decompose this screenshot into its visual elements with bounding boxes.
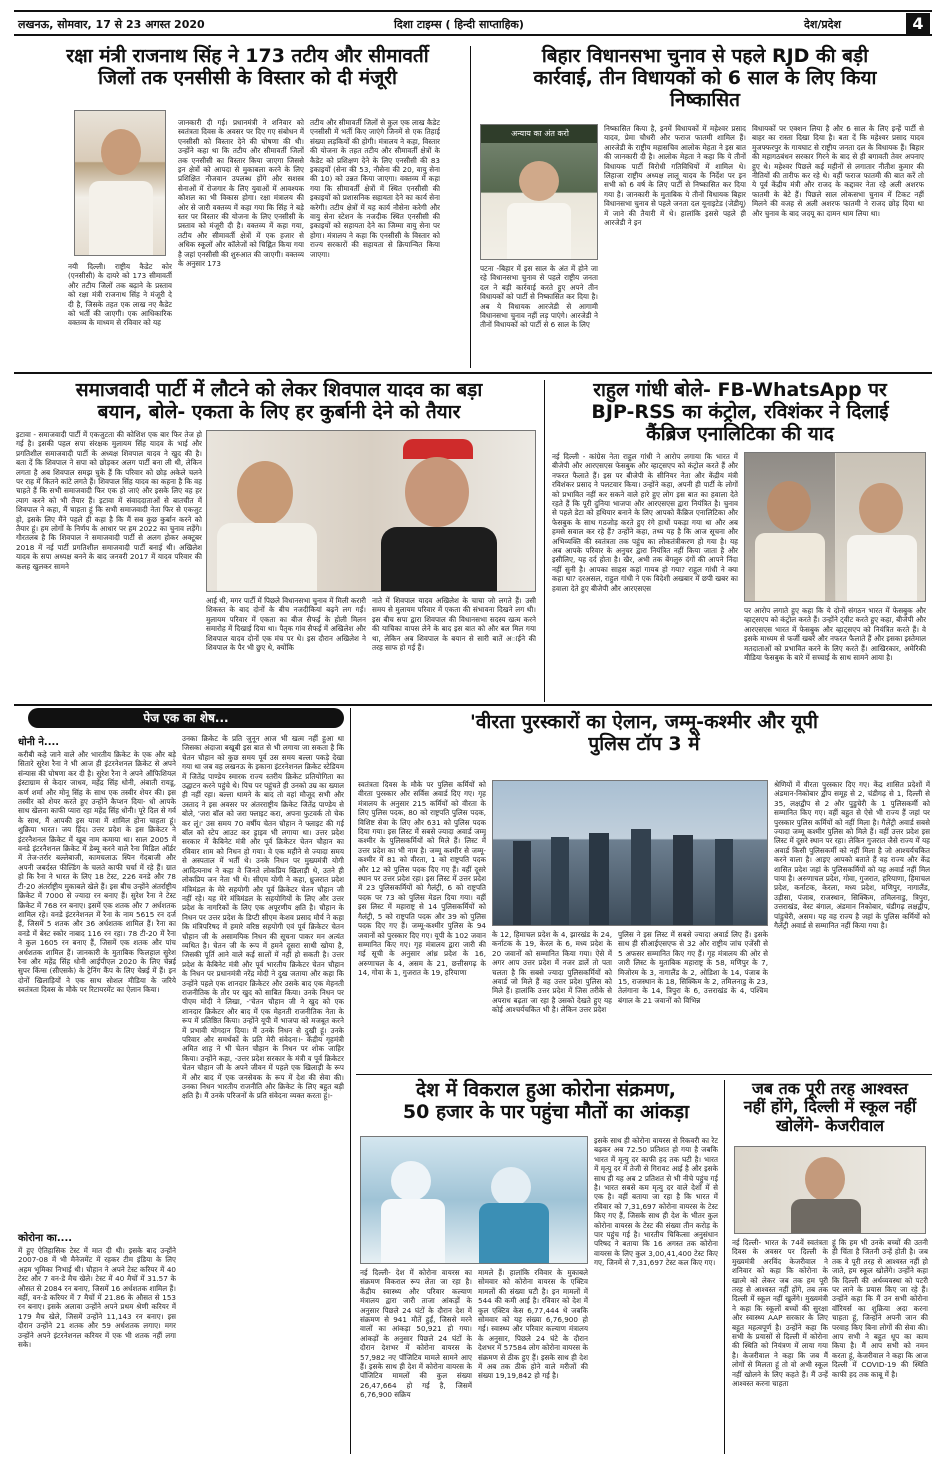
story4-headline-line2: BJP-RSS का कंट्रोल, रविशंकर ने दिलाई bbox=[591, 400, 889, 423]
story4-headline-line1: राहुल गांधी बोले- FB-WhatsApp पर bbox=[593, 379, 887, 401]
column-divider bbox=[544, 380, 545, 702]
story8-headline-line1: जब तक पूरी तरह आश्वस्त bbox=[751, 1079, 909, 1098]
story1-column-2: तटीय और सीमावर्ती जिलों से कुल एक लाख कैडेट एनसीसी में भर्ती किए जाएंगे जिनमें से एक तिहाई संख्या लड़कियों की होगी। मंत्रालय ने कहा, विस्तार की योजना के तहत तटीय और सीमावर्ती क्षेत्रों के कैडेट को प्रशिक्षण देने के लिए एनसीसी की 83 इकाइयों (सेना की 53, नौसेना की 20, वायु सेना की 10) को उन्नत किया जाएगा। वक्तव्य में कहा गया कि सीमावर्ती क्षेत्रों में स्थित एनसीसी की इकाइयों को प्रशासनिक सहायता देने का कार्य सेना करेगी। तटीय क्षेत्रों में यह कार्य नौसेना करेगी और वायु सेना स्टेशन के नजदीक स्थित एनसीसी की इकाइयों को सहायता देने का जिम्मा वायु सेना पर होगा। मंत्रालय ने कहा कि एनसीसी के विस्तार को राज्य सरकारों की सहायता से क्रियान्वित किया जाएगा। bbox=[310, 118, 440, 259]
story8-headline-line3: खोलेंगे- केजरीवाल bbox=[775, 1115, 885, 1135]
story2-caption: पटना -बिहार में इस साल के अंत में होने जा रहे विधानसभा चुनाव से पहले राष्ट्रीय जनता दल ने बड़ी कार्रवाई करते हुए अपने तीन विधायकों को पार्टी से निष्कासित कर दिया है। अब ये विधायक आरजेडी से आगामी विधानसभा चुनाव नहीं लड़ पाएंगे। आरजेडी ने तीनों विधायकों को पार्टी से 6 साल के लिए bbox=[480, 264, 598, 330]
story7-headline-line1: देश में विकराल हुआ कोरोना संक्रमण, bbox=[415, 1079, 677, 1101]
section-dhoni-text: करीबी कहे जाने वाले और भारतीय क्रिकेट के एक और बड़े सितारे सुरेश रैना ने भी आज ही इंटरनेशनल क्रिकेट से अपने संन्यास की घोषणा कर दी है। सुरेश रैना ने अपने ऑफिशियल इंस्टाग्राम से केदार जाधव, महेंद्र सिंह धोनी, अंबाती रायडू, कर्ण शर्मा और मोनू सिंह के साथ एक तस्वीर शेयर की। इस तस्वीर को शेयर करते हुए उन्होंने कैप्शन दिया- धो आपके साथ खेलना काफी प्यारा रहा महेंद्र सिंह धोनी। पूरे दिल से गर्व के साथ, मैं आपकी इस यात्रा में शामिल होना चाहता हूं। शुक्रिया भारत। जय हिंद। उत्तर प्रदेश के इस क्रिकेटर ने इंटरनैशनल क्रिकेट में खूब नाम कमाया था। साल 2005 में वनडे इंटरनैशनल क्रिकेट में डेब्यू करने वाले रैना मिडिल ऑर्डर में तेज-तर्रार बल्लेबाजी, कामचलाऊ स्पिन गेंदबाजी और अपनी जबर्दस्त फील्डिंग के चलते काफी चर्चा में रहे हैं। ग्रात हो कि रैना ने भारत के लिए 18 टेस्ट, 226 वनडे और 78 टी-20 अंतर्राष्ट्रीय मुकाबले खेले हैं। इस बीच उन्होंने अंतर्राष्ट्रीय क्रिकेट में 7000 से ज्यादा रन बनाए हैं। सुरेश रैना ने टेस्ट क्रिकेट में 768 रन बनाए। इसमें एक शतक और 7 अर्धशतक शामिल रहे। वनडे इंटरनेशनल में रैना के नाम 5615 रन दर्ज हैं, जिसमें 5 शतक और 36 अर्धशतक शामिल हैं। रैना का वनडे में बेस्ट स्कोर नाबाद 116 रन रहा। 78 टी-20 में रैना ने कुल 1605 रन बनाए हैं, जिसमें एक शतक और पांच अर्धशतक शामिल हैं। जानकारी के मुताबिक फिलहाल सुरेश रैना और महेंद्र सिंह धोनी आईपीएल 2020 के लिए चेन्नई सुपर किंग्स (सीएसके) के ट्रेनिंग कैंप के लिए चेन्नई में हैं। इन दोनों खिलाड़ियों ने एक साथ सोशल मीडिया के जरिये स्वतंत्रता दिवस के मौके पर रिटायरमेंट का ऐलान किया। bbox=[18, 750, 176, 995]
story3-headline-line1: समाजवादी पार्टी में लौटने को लेकर शिवपाल यादव का बड़ा bbox=[75, 379, 483, 401]
story2-column-1: निष्कासित किया है, इनमें विधायकों में महेश्वर प्रसाद यादव, प्रेमा चौधरी और फराज फातमी शामिल हैं। आरजेडी के राष्ट्रीय महासचिव आलोक मेहता ने इस बात की जानकारी दी है। आलोक मेहता ने कहा कि ये तीनों विधायक पार्टी विरोधी गतिविधियों में शामिल थे। लिहाजा राष्ट्रीय अध्यक्ष लालू यादव के निर्देश पर इन सभी को 6 वर्ष के लिए पार्टी से निष्कासित कर दिया गया है। जानकारी के मुताबिक ये तीनों विधायक बिहार विधानसभा चुनाव से पहले जनता दल यूनाइटेड (जेडीयू) में जाने की तैयारी में थे। हालांकि इससे पहले ही आरजेडी ने इन bbox=[604, 124, 746, 228]
story2-headline bbox=[480, 46, 930, 112]
story1-column-1: जानकारी दी गई। प्रधानमंत्री ने शनिवार को स्वतंत्रता दिवस के अवसर पर दिए गए संबोधन में एनसीसी को विस्तार देने की घोषणा की थी। उन्होंने कहा था कि तटीय और सीमावर्ती जिलों तक एनसीसी का विस्तार किया जाएगा जिससे इन क्षेत्रों को आपदा से मुकाबला करने के लिए प्रशिक्षित नौजवान उपलब्ध होंगे और सशस्त्र सेनाओं में रोजगार के लिए युवाओं में आवश्यक कौशल का भी विकास होगा। रक्षा मंत्रालय की ओर से जारी वक्तव्य में कहा गया कि सिंह ने बड़े स्तर पर विस्तार की योजना के लिए एनसीसी के प्रस्ताव को मंजूरी दी है। वक्तव्य में कहा गया, तटीय और सीमावर्ती क्षेत्रों में एक हजार से अधिक स्कूलों और कॉलेजों को चिह्नित किया गया है जहां एनसीसी की शुरुआत की जाएगी। वक्तव्य के अनुसार 173 bbox=[178, 118, 304, 269]
story1-headline-line1: रक्षा मंत्री राजनाथ सिंह ने 173 तटीय और सीमावर्ती bbox=[66, 45, 429, 67]
story8-headline-line2: नहीं होंगे, दिल्ली में स्कूल नहीं bbox=[743, 1097, 917, 1117]
story7-column-1: नई दिल्ली- देश में कोरोना वायरस का संक्रमण विकराल रूप लेता जा रहा है। केंद्रीय स्वास्थ्य और परिवार कल्याण मंत्रालय द्वारा जारी ताजा आंकड़ों के अनुसार पिछले 24 घंटों के दौरान देश में संक्रमण से 941 मौतें हुईं, जिससे मरने वालों का आंकड़ा 50,921 हो गया। आंकड़ों के अनुसार पिछले 24 घंटों के दौरान देशभर में कोरोना वायरस के 57,982 नए पॉजिटिव मामले सामने आए हैं। इसके साथ ही देश में कोरोना वायरस के पॉजिटिव मामलों की कुल संख्या 26,47,664 हो गई है, जिसमें 6,76,900 सक्रिय bbox=[360, 1268, 472, 1400]
rjd-press-photo bbox=[480, 124, 598, 260]
story1-headline bbox=[20, 46, 475, 90]
story3-column-3: नाते में शिवपाल यादव अखिलेश के चाचा जो लगते हैं। उसी समय से मुलायम परिवार में एकता की संभावना दिखने लग थी। इस बीच सपा द्वारा शिवपाल की विधानसभा सदस्य खत्म करने की याचिका वापस लेने के बाद इस बात को और बल मिल गया था, लेकिन अब शिवपाल के बयान से सारी बातें अाईने की तरह साफ हो गई हैं। bbox=[372, 596, 536, 653]
ravishankar-rahul-photo bbox=[744, 452, 926, 602]
story4-column-2: पर आरोप लगाते हुए कहा कि ये दोनों संगठन भारत में फेसबुक और व्हाट्सएप को कंट्रोल करते हैं। उन्होंने ट्वीट करते हुए कहा, बीजेपी और आरएसएस भारत में फेसबुक और व्हाट्सएप को नियंत्रित करते हैं। वे इसके माध्यम से फर्जी खबरें और नफरत फैलाते हैं और इसका इस्तेमाल मतदाताओं को प्रभावित करने के लिए करते हैं। आखिरकार, अमेरिकी मीडिया फेसबुक के बारे में सच्चाई के साथ सामने आया है। bbox=[744, 606, 926, 663]
story6-column-2: के 12, हिमाचल प्रदेश के 4, झारखंड के 24, कर्नाटक के 19, केरल के 6, मध्य प्रदेश के 20 जवानों को सम्मानित किया गया। ऐसे में अगर आप उत्तर प्रदेश में नजर डालें तो पता चलता है कि सबसे ज्यादा पुलिसकर्मियों को अवार्ड जो मिले हैं वह उत्तर प्रदेश पुलिस को मिले हैं। हालांकि उत्तर प्रदेश में जिस तरीके से अपराध बढ़ता जा रहा है उसको देखते हुए यह कोई आश्चर्यचकित भी है। लेकिन उत्तर प्रदेश bbox=[492, 930, 612, 1015]
story7-headline-line2: 50 हजार के पार पहुंचा मौतों का आंकड़ा bbox=[402, 1100, 690, 1123]
story2-column-2: विधायकों पर एक्शन लिया है और 6 साल के लिए इन्हें पार्टी से बाहर का रास्ता दिखा दिया है। बता दें कि महेश्वर प्रसाद यादव मुजफ्फरपुर के गायघाट से राष्ट्रीय जनता दल के विधायक हैं। बिहार की महागठबंधन सरकार गिरने के बाद से ही बगावती तेवर अपनाए हुए थे। महेश्वर पिछले कई महीनों से लगातार नीतीश कुमार की नीतियों की तारीफ कर रहे थे। वहीं फराज फातमी की बात करें तो ये पूर्व केंद्रीय मंत्री और राजद के कद्दावर नेता रहे अली अशरफ फातमी के बेटे हैं। पिछले साल लोकसभा चुनाव में टिकट नहीं मिलने की वजह से अली अशरफ फातमी ने राजद छोड़ दिया था और चुनाव के बाद जदयू का दामन थाम लिया था। bbox=[752, 124, 924, 218]
section-rule bbox=[14, 372, 932, 374]
story6-headline-line2: पुलिस टॉप 3 में bbox=[588, 732, 700, 755]
continuation-column-2: उनका क्रिकेट के प्रति जुनून आज भी खत्म नहीं हुआ था जिसका अंदाजा बखूबी इस बात से भी लगाया जा सकता है कि चेतन चौहान को कुछ समय पूर्व उस समय बल्ला पकड़े देखा गया था जब वह लखनऊ के इकाना इंटरनेशनल क्रिकेट स्टेडियम में जितेंद्र पाण्डेय स्मारक राज्य स्तरीय क्रिकेट प्रतियोगिता का उद्घाटन करने पहुंचे थे। पिच पर पहुंचते ही उनको उम्र का ख्याल ही नहीं रहा। बल्ला थामने के बाद तो वहां मौजूद सभी और उस्ताद ने इस अवसर पर अंतरराष्ट्रीय क्रिकेट जितेंद्र पाण्डेय से बोले, 'जरा बॉल को जरा फ्लाइट करा, अपना फुटवर्क तो चेक कर लूं।' उस समय 70 वर्षीय चेतन चौहान ने फ्लाइट की गई बॉल को स्टेप आउट कर ड्राइव भी लगाया था। उत्तर प्रदेश सरकार में कैबिनेट मंत्री और पूर्व क्रिकेटर चेतन चौहान का रविवार शाम को निधन हो गया। वे एक महीने से ज्यादा समय से अस्पताल में भर्ती थे। उनके निधन पर मुख्यमंत्री योगी आदित्यनाथ ने कहा वे जिनते लोकप्रिय खिलाड़ी थे, उतने ही लोकप्रिय जन नेता भी थे। सीएम योगी ने कहा, ध्रुजरात प्रदेश मंत्रिमंडल के मेरे सहयोगी और पूर्व क्रिकेटर चेतन चौहान जी नहीं रहे। यह मेरे मंत्रिमंडल के सहयोगियों के लिए और उत्तर प्रदेश के नागरिकों के लिए एक अपूरणीय क्षति है। चौहान के निधन पर उत्तर प्रदेश के डिप्टी सीएम केशव प्रसाद मौर्य ने कहा कि मंत्रिपरिषद में हमारे वरिष्ठ सहयोगी एवं पूर्व क्रिकेटर चेतन चौहान जी के असामयिक निधन की सूचना पाकर मन अत्यंत व्यथित है। चेतन जी के रूप में हमने दूसरा साथी खोया है, जिसकी पूर्ति आने वाले कई सालों में नहीं हो सकती है। उत्तर प्रदेश के कैबिनेट मंत्री और पूर्व भारतीय क्रिकेटर चेतन चौहान के निधन पर प्रधानमंत्री नरेंद्र मोदी ने दुख जताया और कहा कि उन्होंने पहले एक शानदार क्रिकेटर और उसके बाद एक मेहनती राजनीतिक के तौर पर खुद को साबित किया। उनके निधन पर पीएम मोदी ने लिखा, -'चेतन चौहान जी ने खुद को एक शानदार क्रिकेटर और बाद में एक मेहनती राजनीतिक नेता के रूप में प्रतिष्ठित किया। उन्होंने यूपी में भाजपा को मजबूत करने में प्रभावी योगदान दिया। मैं उनके निधन से दुखी हूं। उनके परिवार और समर्थकों के प्रति मेरी संवेदना।- केंद्रीय गृहमंत्री अमित शाह ने भी चेतन चौहान के निधन पर शोक जाहिर किया। उन्होंने कहा, -उत्तर प्रदेश सरकार के मंत्री व पूर्व क्रिकेटर चेतन चौहान जी के अपने जीवन में पहले एक खिलाड़ी के रूप में और बाद में एक जनसेवक के रूप में देश की सेवा की। उनका निधन भारतीय राजनीति और क्रिकेट के लिए बहुत बड़ी क्षति है। मैं उनके परिजनों के प्रति संवेदना व्यक्त करता हूं।- bbox=[182, 734, 344, 1101]
police-parade-photo bbox=[492, 780, 768, 926]
story3-column-1: इटावा - समाजवादी पार्टी में एकजुटता की कोशिश एक बार फिर तेज हो गई है। इसकी पहल सपा संरक्षक मुलायम सिंह यादव के भाई और प्रगतिशील समाजवादी पार्टी के अध्यक्ष शिवपाल यादव ने खुद की है। बता दें कि शिवपाल ने सपा को छोड़कर अलग पार्टी बना ली थी, लेकिन लगता है अब शिवपाल समझ चुके हैं कि परिवार को छोड़ अकेले चलने पर राह में कितने कांटे लगते हैं। शिवपाल सिंह यादव का कहना है कि वह चाहते हैं कि सभी समाजवादी फिर एक हो जाएं और इसके लिए वह हर त्याग करने को भी तैयार हैं। इटावा में संवाददाताओं से बातचीत में शिवपाल ने कहा, मैं चाहता हूं कि सभी समाजवादी नेता फिर से एकजुट हो, इसके लिए मैंने पहले ही कहा है कि मैं सब कुछ कुर्बान करने को तैयार हूं। हम लोगों के निर्णय के आधार पर हम 2022 का चुनाव लड़ेंगे। गौरतलब है कि शिवपाल ने समाजवादी पार्टी से अलग होकर अक्टूबर 2018 में नई पार्टी प्रगतिशील समाजवादी पार्टी बनाई थी। अखिलेश यादव के सपा अध्यक्ष बनने के बाद जनवरी 2017 में यादव परिवार की कलह खुलकर सामने bbox=[16, 430, 202, 571]
covid-testing-photo bbox=[360, 1136, 588, 1264]
section-dhoni-title: धोनी ने.... bbox=[18, 737, 60, 748]
story2-headline-line1: बिहार विधानसभा चुनाव से पहले RJD की बड़ी bbox=[541, 45, 869, 67]
section-rule bbox=[14, 704, 932, 706]
column-divider bbox=[470, 46, 471, 368]
section-corona-title: कोरोना का.... bbox=[18, 1233, 73, 1244]
story4-column-1: नई दिल्ली - कांग्रेस नेता राहुल गांधी ने आरोप लगाया कि भारत में बीजेपी और आरएसएस फेसबुक और व्हाट्सएप को कंट्रोल करते हैं और नफरत फैलाते हैं। इस पर बीजेपी के सीनियर नेता और केंद्रीय मंत्री रविशंकर प्रसाद ने पलटवार किया। उन्होंने कहा, अपनी ही पार्टी के लोगों को प्रभावित नहीं कर सकने वाले हारे हुए लोग इस बात का हवाला देते रहते हैं कि पूरी दुनिया भाजपा और आरएसएस द्वारा नियंत्रित है। चुनाव से पहले डेटा को हथियार बनाने के लिए आपको कैंब्रिज एनालिटिका और फेसबुक के साथ गठजोड़ करते हुए रंगे हाथों पकड़ा गया था और अब हमसे सवाल कर रहे हैं? उन्होंने कहा, तथ्य यह है कि आज सूचना और अभिव्यक्ति की स्वतंत्रता तक पहुंच का लोकतंत्रीकरण हो गया है। यह अब आपके परिवार के अनुचर द्वारा नियंत्रित नहीं किया जाता है और इसीलिए, यह दर्द होता है। खैर, अभी तक बेंगलुरु दंगों की आपने निंदा नहीं सुनी है। आपका साहस कहां गायब हो गया? राहुल गांधी ने क्या कहा था? दरअसल, राहुल गांधी ने एक विदेशी अखबार में छपी खबर का हवाला देते हुए बीजेपी और आरएसएस bbox=[552, 452, 738, 593]
rajnath-singh-photo bbox=[74, 110, 166, 256]
story1-headline-line2: जिलों तक एनसीसी के विस्तार को दी मंजूरी bbox=[98, 66, 397, 89]
story8-column-2: हूं कि हम भी उनके बच्चों की उतनी ही चिंता है जितनी उन्हें होती है। जब तक वे पूरी तरह से आश्वस्त नहीं हो जाते, हम स्कूल खोलेंगे। उन्होंने कहा कि दिल्ली की अर्थव्यवस्था को पटरी पर लाने के प्रयास किए जा रहे हैं। उन्होंने कहा कि मैं उन सभी कोरोना वॉरियर्स का शुक्रिया अदा करना चाहता हूं, जिन्होंने अपनी जान की परवाह किए बिना लोगों की सेवा की। आप सभी ने बहुत धूप का काम किया है। मैं आप सभी को नमन करता हूं, केजरीवाल ने कहा कि आज दिल्ली में COVID-19 की स्थिति काफी हद तक काबू में है। bbox=[832, 1238, 928, 1379]
story6-headline bbox=[356, 712, 932, 756]
column-divider bbox=[724, 1080, 725, 1454]
story2-headline-line2: कार्रवाई, तीन विधायकों को 6 साल के लिए किया bbox=[533, 66, 877, 89]
masthead-paper-name: दिशा टाइम्स ( हिन्दी साप्ताहिक) bbox=[394, 18, 524, 31]
story6-column-1: स्वतंत्रता दिवस के मौके पर पुलिस कर्मियों को वीरता पुरस्कार और सर्विस अवार्ड दिए गए। गृह मंत्रालय के अनुसार 215 कर्मियों को वीरता के लिए पुलिस पदक, 80 को राष्ट्रपति पुलिस पदक, विशिष्ट सेवा के लिए और 631 को पुलिस पदक दिया गया। इस लिस्ट में सबसे ज्यादा अवार्ड जम्मू कश्मीर के पुलिसकर्मियों को मिले हैं। लिस्ट में उत्तर प्रदेश का भी नाम है। जम्मू कश्मीर से जम्मू-कश्मीर में 81 को वीरता, 1 को राष्ट्रपति पदक और 12 को पुलिस पदक दिए गए हैं। वहीं दूसरे स्थान पर उत्तर प्रदेश रहा। इस लिस्ट में उत्तर प्रदेश में 23 पुलिसकर्मियों को गैलंट्री, 6 को राष्ट्रपति पदक पर 73 को पुलिस मेडल दिया गया। वहीं इस लिस्ट में महाराष्ट्र से 14 पुलिसकर्मियों को गैलंट्री, 5 को राष्ट्रपति पदक और 39 को पुलिस पदक दिए गए हैं। जम्मू-कश्मीर पुलिस के 94 जवानों को पुरस्कार दिए गए। यूपी के 102 जवान सम्मानित किए गए। गृह मंत्रालय द्वारा जारी की गई सूची के अनुसार आंध्र प्रदेश के 16, अरुणाचल के 4, असम के 21, छत्तीसगढ़ के 14, गोवा के 1, गुजरात के 19, हरियाणा bbox=[358, 780, 486, 978]
shivpal-akhilesh-photo bbox=[206, 430, 536, 592]
story6-column-3: पुलिस ने इस लिस्ट में सबसे ज्यादा अवार्ड लिए हैं। इसके साथ ही सीआईएसएफ से 32 और राष्ट्रीय जांच एजेंसी से 5 अफसर सम्मानित किए गए हैं। गृह मंत्रालय की ओर से जारी लिस्ट के मुताबिक महाराष्ट्र के 58, मणिपुर के 7, मिजोरम के 3, नागालैंड के 2, ओडिशा के 14, पंजाब के 15, राजस्थान के 18, सिक्किम के 2, तमिलनाडु के 23, तेलंगाना के 14, त्रिपुरा के 6, उत्तराखंड के 4, पश्चिम बंगाल के 21 जवानों को विभिन्न bbox=[618, 930, 768, 1005]
page-masthead bbox=[14, 10, 932, 36]
story4-headline-line3: कैंब्रिज एनालिटिका की याद bbox=[646, 422, 834, 445]
section-corona-text: में हुए ऐतिहासिक टेस्ट में मात दी थी। इसके बाद उन्होंने 2007-08 में भी मैनेजमेंट में रहकर टीम इंडिया के लिए अहम भूमिका निभाई थी। चौहान ने अपने टेस्ट करियर में 40 टेस्ट और 7 वन-डे मैच खेले। टेस्ट में 40 मैचों में 31.57 के औसत से 2084 रन बनाए, जिसमें 16 अर्धशतक शामिल हैं। वहीं, वन-डे करियर में 7 मैचों में 21.86 के औसत से 153 रन बनाए। इसके अलावा उन्होंने अपने प्रथम श्रेणी करियर में 179 मैच खेले, जिसमें उन्होंने 11,143 रन बनाए। इस दौरान उन्होंने 21 शतक और 59 अर्धशतक लगाए। मगर उन्होंने अपने इंटरनेशनल करियर में एक भी शतक नहीं लगा सके। bbox=[18, 1246, 176, 1350]
story1-caption: नयी दिल्ली। राष्ट्रीय कैडेट कोर (एनसीसी) के दायरे को 173 सीमावर्ती और तटीय जिलों तक बढ़ाने के प्रस्ताव को रक्षा मंत्री राजनाथ सिंह ने मंजूरी दे दी है, जिसके तहत एक लाख नए कैडेट को भर्ती की जाएगी। एक आधिकारिक वक्तव्य के माध्यम से रविवार को यह bbox=[68, 262, 172, 328]
column-divider bbox=[350, 708, 351, 1454]
story8-headline bbox=[728, 1080, 932, 1135]
story4-headline bbox=[550, 380, 930, 446]
story8-column-1: नई दिल्ली- भारत के 74वें स्वतंत्रता दिवस के अवसर पर दिल्ली के मुख्यमंत्री अरविंद केजरीवाल ने शनिवार को कहा कि कोरोना के खात्मे को लेकर जब तक हम पूरी तरह से आश्वस्त नहीं होंगे, तब तक दिल्ली में स्कूल नहीं खुलेंगे। मुख्यमंत्री ने कहा कि स्कूलों बच्चों की सुरक्षा और स्वास्थ्य AAP सरकार के लिए बहुत महत्वपूर्ण है। उन्होंने कहा कि सभी के प्रयासों से दिल्ली में कोरोना की स्थिति को नियंत्रण में लाया गया है। केजरीवाल ने कहा कि जब मैं लोगों से मिलता हूं तो वो अभी स्कूल नहीं खोलने के लिए कहते हैं। मैं उन्हें आश्वस्त करना चाहता bbox=[732, 1238, 828, 1389]
story2-headline-line3: निष्कासित bbox=[670, 88, 740, 111]
story7-column-3: इसके साथ ही कोरोना वायरस से रिकवरी का रेट बढ़कर अब 72.50 प्रतिशत हो गया है जबकि भारत में मृत्यु दर काफी हद तक घटी है। भारत में मृत्यु दर में तेजी से गिरावट आई है और इसके साथ ही यह अब 2 प्रतिशत से भी नीचे पहुंच गई है। भारत सबसे कम मृत्यु दर वाले देशों में से एक है। वहीं बताया जा रहा है कि भारत में रविवार को 7,31,697 कोरोना वायरस के टेस्ट किए गए हैं, जिसके साथ ही देश के भीतर कुल कोरोना वायरस के टेस्ट की संख्या तीन करोड़ के पार पहुंच गई है। भारतीय चिकित्सा अनुसंधान परिषद ने बताया कि 16 अगस्त तक कोरोना वायरस के लिए कुल 3,00,41,400 टेस्ट किए गए, जिनमें से 7,31,697 टेस्ट कल किए गए। bbox=[594, 1136, 718, 1268]
story6-headline-line1: 'वीरता पुरस्कारों का ऐलान, जम्मू-कश्मीर और यूपी bbox=[470, 711, 818, 733]
masthead-date: लखनऊ, सोमवार, 17 से 23 अगस्त 2020 bbox=[18, 18, 205, 31]
section-rule bbox=[356, 1074, 932, 1075]
story3-column-2: आई थी, मगर पार्टी में पिछले विधानसभा चुनाव में मिली करारी शिकस्त के बाद दोनों के बीच नजदीकियां बढ़ने लग गईं। मुलायम परिवार में एकता का बीज सैफई के होली मिलन समारोह में दिखाई दिया था। पैतृक गांव सैफई में अखिलेश और शिवपाल यादव दोनों एक मंच पर थे। इस दौरान अखिलेश ने शिवपाल के पैर भी छुए थे, क्योंकि bbox=[206, 596, 366, 653]
story6-column-4: श्रेणियों में वीरता पुरस्कार दिए गए। केंद्र शासित प्रदेशों में अंडमान-निकोबार द्वीप समूह से 2, चंडीगढ़ से 1, दिल्ली से 35, लक्षद्वीप से 2 और पुडुचेरी के 1 पुलिसकर्मी को सम्मानित किए गए। वहीं बहुत से ऐसे भी राज्य हैं जहां पर पुरस्कार पुलिस कर्मियों को नहीं मिला है। गैलेंट्री अवार्ड सबसे ज्यादा जम्मू कश्मीर पुलिस को मिले हैं। वहीं उत्तर प्रदेश इस लिस्ट में दूसरे स्थान पर रहा। लेकिन गुजरात जैसे राज्य में यह अवार्ड किसी पुलिसकर्मी को नहीं मिला है जो आश्चर्यचकित करने वाला है। आइए आपको बताते हैं वह राज्य और केंद्र शासित प्रदेश जहां के पुलिसकर्मियों को यह अवार्ड नहीं मिल पाया है। अरुणाचल प्रदेश, गोवा, गुजरात, हरियाणा, हिमाचल प्रदेश, कर्नाटक, केरला, मध्य प्रदेश, मणिपुर, नागालैंड, उड़ीसा, पंजाब, राजस्थान, सिक्किम, तमिलनाडु, त्रिपुरा, उत्तराखंड, वेस्ट बंगाल, अंडमान निकोबार, चंडीगढ़ लक्षद्वीप, पांडुचेरी, असम। यह वह राज्य है जहां के पुलिस कर्मियों को गैलेंट्री अवार्ड से सम्मानित नहीं किया गया है। bbox=[774, 780, 930, 931]
story3-headline bbox=[14, 380, 544, 424]
page-number: 4 bbox=[906, 13, 930, 34]
masthead-section: देश/प्रदेश bbox=[804, 18, 841, 31]
story7-headline bbox=[356, 1080, 736, 1124]
rjd-banner-text: अन्याय का अंत करो bbox=[481, 125, 598, 143]
kejriwal-photo bbox=[734, 1146, 926, 1234]
story3-headline-line2: बयान, बोले- एकता के लिए हर कुर्बानी देने को तैयार bbox=[97, 400, 461, 423]
page-continuation-banner: पेज एक का शेष... bbox=[28, 708, 344, 728]
story7-column-2: मामले हैं। हालांकि रविवार के मुकाबले सोमवार को कोरोना वायरस के एक्टिव मामलों की संख्या घटी है। इन मामलों में 544 की कमी आई है। रविवार को देश में कुल एक्टिव केस 6,77,444 थे जबकि सोमवार को यह संख्या 6,76,900 हो गई। स्वास्थ्य और परिवार कल्याण मंत्रालय के अनुसार, पिछले 24 घंटे के दौरान देशभर में 57584 लोग कोरोना वायरस के संक्रमण से ठीक हुए हैं। इसके साथ ही देश में अब तक ठीक होने वाले मरीजों की संख्या 19,19,842 हो गई है। bbox=[478, 1268, 588, 1381]
